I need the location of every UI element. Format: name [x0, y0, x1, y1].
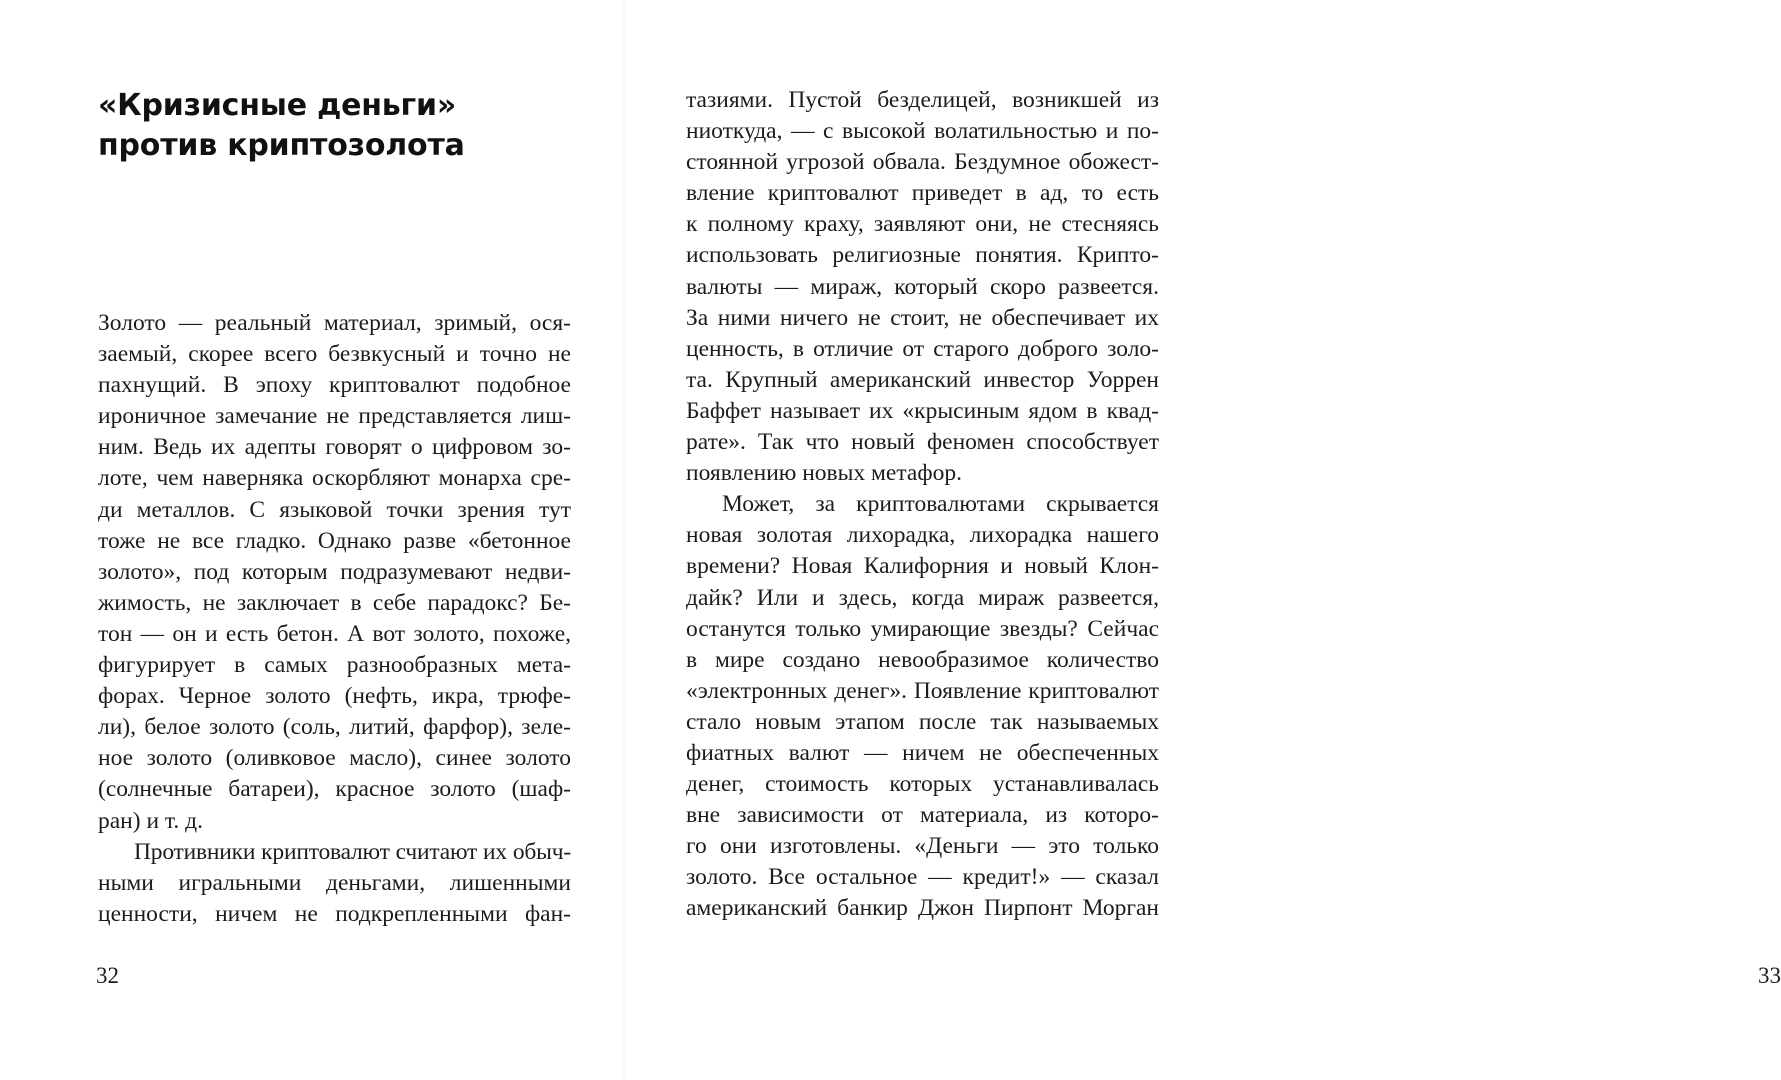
heading-line: «Кризисные деньги» — [98, 88, 457, 123]
text-line: ценность, в отличие от старого доброго золо- — [686, 335, 1159, 362]
text-line: ценности, ничем не подкрепленными фан- — [98, 900, 571, 927]
text-line: го они изготовлены. «Деньги — это только — [686, 833, 1159, 860]
text-line: останутся только умирающие звезды? Сейчас — [686, 615, 1159, 642]
text-line: та. Крупный американский инвестор Уоррен — [686, 366, 1159, 393]
right-body-text — [686, 85, 1159, 925]
text-line: фиатных валют — ничем не обеспеченных — [686, 739, 1159, 766]
text-line: рате». Так что новый феномен способствует — [686, 429, 1159, 456]
text-line: За ними ничего не стоит, не обеспечивает их — [686, 304, 1159, 331]
text-line: тоже не все гладко. Однако разве «бетонное — [98, 527, 571, 554]
text-line: валюты — мираж, который скоро развеется. — [686, 273, 1159, 300]
text-line: (солнечные батареи), красное золото (шаф- — [98, 776, 571, 803]
text-line: вне зависимости от материала, из которо- — [686, 802, 1159, 829]
text-line: ран) и т. д. — [98, 807, 203, 834]
text-line: стоянной угрозой обвала. Бездумное обожест- — [686, 149, 1159, 176]
text-line: ниоткуда, — с высокой волатильностью и по- — [686, 118, 1159, 145]
text-line: ное золото (оливковое масло), синее золото — [98, 745, 571, 772]
heading-line: против криптозолота — [98, 128, 465, 163]
text-line: золото. Все остальное — кредит!» — сказал — [686, 864, 1159, 891]
text-line: к полному краху, заявляют они, не стесняясь — [686, 211, 1159, 238]
text-line: Баффет называет их «крысиным ядом в квад- — [686, 397, 1159, 424]
text-line: дайк? Или и здесь, когда мираж развеется, — [686, 584, 1159, 611]
text-line: форах. Черное золото (нефть, икра, трюфе- — [98, 683, 571, 710]
text-line: Противники криптовалют считают их обыч- — [134, 838, 571, 865]
chapter-heading — [98, 86, 578, 166]
text-line: золото», под которым подразумевают недви- — [98, 558, 571, 585]
text-line: «электронных денег». Появление криптовалют — [686, 677, 1159, 704]
page-number: 33 — [1758, 963, 1781, 988]
text-line: пахнущий. В эпоху криптовалют подобное — [98, 372, 571, 399]
text-line: Золото — реальный материал, зримый, ося- — [98, 310, 571, 336]
text-line: вление криптовалют приведет в ад, то есть — [686, 180, 1159, 207]
text-line: фигурирует в самых разнообразных мета- — [98, 652, 571, 679]
text-line: ными игральными деньгами, лишенными — [98, 869, 571, 896]
text-line: Может, за криптовалютами скрывается — [722, 491, 1159, 518]
text-line: американский банкир Джон Пирпонт Морган — [686, 895, 1159, 922]
text-line: тазиями. Пустой безделицей, возникшей из — [686, 87, 1159, 113]
text-line: заемый, скорее всего безвкусный и точно не — [98, 341, 571, 368]
text-line: жимость, не заключает в себе парадокс? Бе- — [98, 589, 571, 616]
text-line: ди металлов. С языковой точки зрения тут — [98, 496, 571, 523]
text-line: новая золотая лихорадка, лихорадка нашего — [686, 522, 1159, 549]
text-line: стало новым этапом после так называемых — [686, 708, 1159, 735]
text-line: в мире создано невообразимое количество — [686, 646, 1159, 673]
text-line: использовать религиозные понятия. Крипто- — [686, 242, 1159, 269]
text-line: времени? Новая Калифорния и новый Клон- — [686, 553, 1159, 580]
text-line: появлению новых метафор. — [686, 460, 962, 487]
text-line: ироничное замечание не представляется лиш- — [98, 403, 571, 430]
text-line: ним. Ведь их адепты говорят о цифровом зо- — [98, 434, 571, 461]
page-number: 32 — [96, 963, 119, 988]
text-line: тон — он и есть бетон. А вот золото, похоже, — [98, 620, 571, 647]
text-line: лоте, чем наверняка оскорбляют монарха сре- — [98, 465, 571, 492]
text-line: денег, стоимость которых устанавливалась — [686, 771, 1159, 798]
left-page — [0, 0, 624, 1080]
text-line: ли), белое золото (соль, литий, фарфор), зеле- — [98, 714, 571, 741]
left-body-text — [98, 308, 571, 930]
